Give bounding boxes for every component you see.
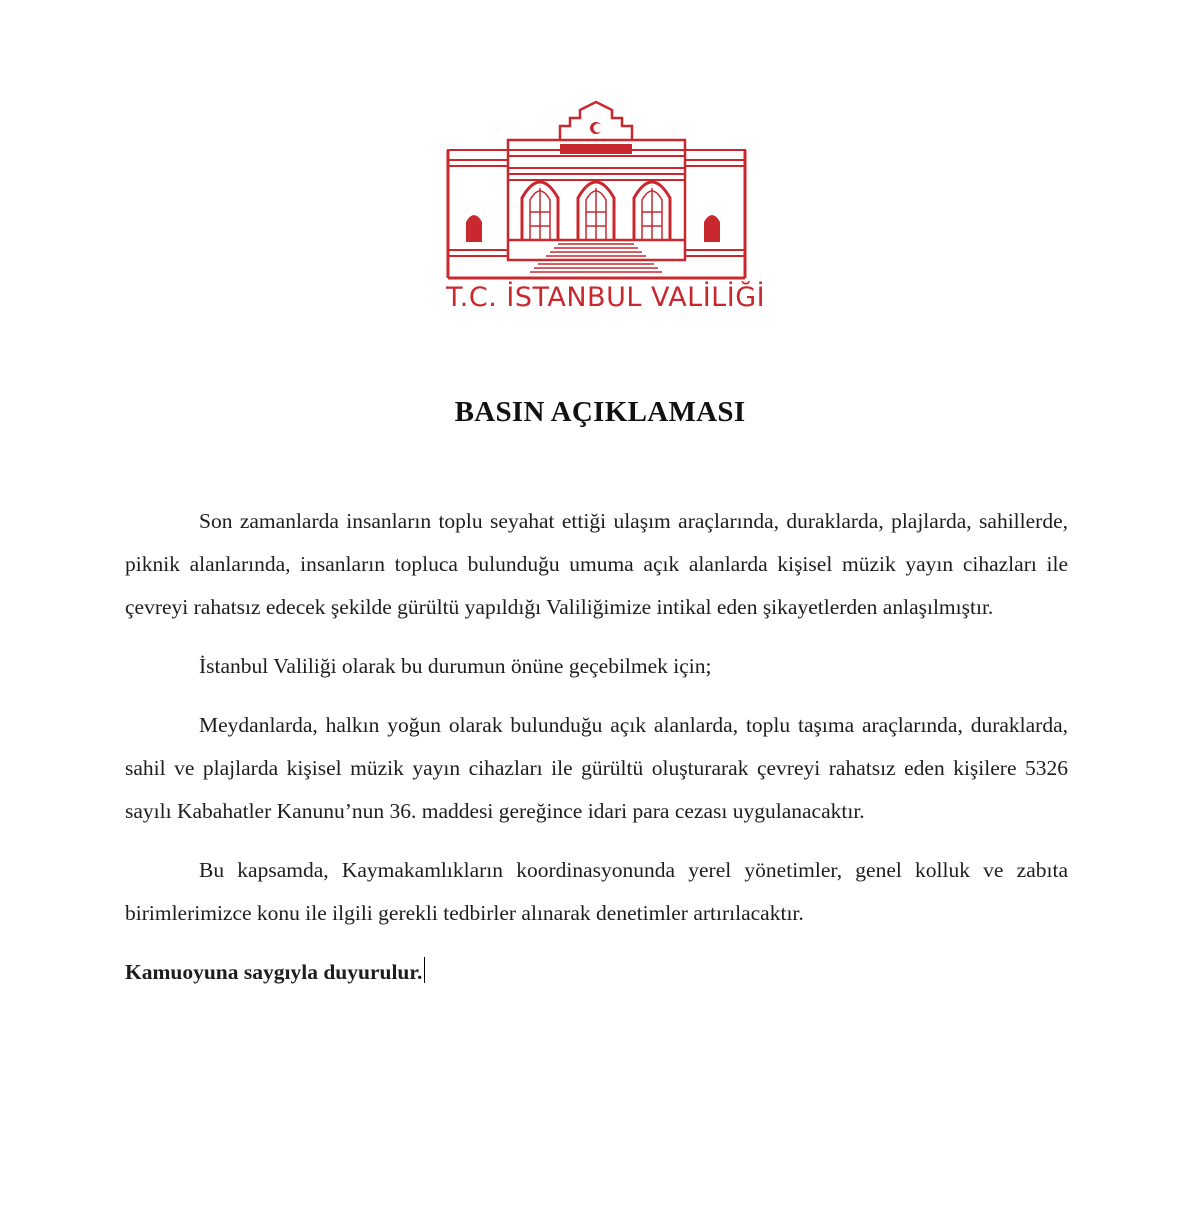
paragraph-1: Son zamanlarda insanların toplu seyahat ettiği ulaşım araçlarında, duraklarda, plajlarda, sahillerde, piknik alanlarında, insanların topluca bulunduğu umuma açık alanlarda kişisel müzik yayın cihazları ile çevreyi rahatsız edecek şekilde gürültü yapıldığı Valiliğimize intikal eden şikayetlerden anlaşılmıştır. (125, 509, 1068, 619)
page-title: BASIN AÇIKLAMASI (454, 396, 746, 428)
paragraph-3: Meydanlarda, halkın yoğun olarak bulunduğu açık alanlarda, toplu taşıma araçlarında, duraklarda, sahil ve plajlarda kişisel müzik yayın cihazları ile gürültü oluşturarak çevreyi rahatsız eden kişilere 5326 sayılı Kabahatler Kanunu’nun 36. maddesi gereğince idari para cezası uygulanacaktır. (125, 713, 1068, 823)
closing-line[interactable] (125, 951, 1068, 994)
paragraph-4: Bu kapsamda, Kaymakamlıkların koordinasyonunda yerel yönetimler, genel kolluk ve zabıta birimlerimizce konu ile ilgili gerekli tedbirler alınarak denetimler artırılacaktır. (125, 858, 1068, 925)
paragraph-2: İstanbul Valiliği olarak bu durumun önüne geçebilmek için; (199, 654, 712, 678)
logo-wordmark: T.C. İSTANBUL VALİLİĞİ (446, 282, 766, 313)
text-cursor (424, 957, 425, 983)
governorship-building-icon (440, 100, 752, 280)
document-body (125, 500, 1068, 1010)
closing-text: Kamuoyuna saygıyla duyurulur. (125, 960, 423, 984)
